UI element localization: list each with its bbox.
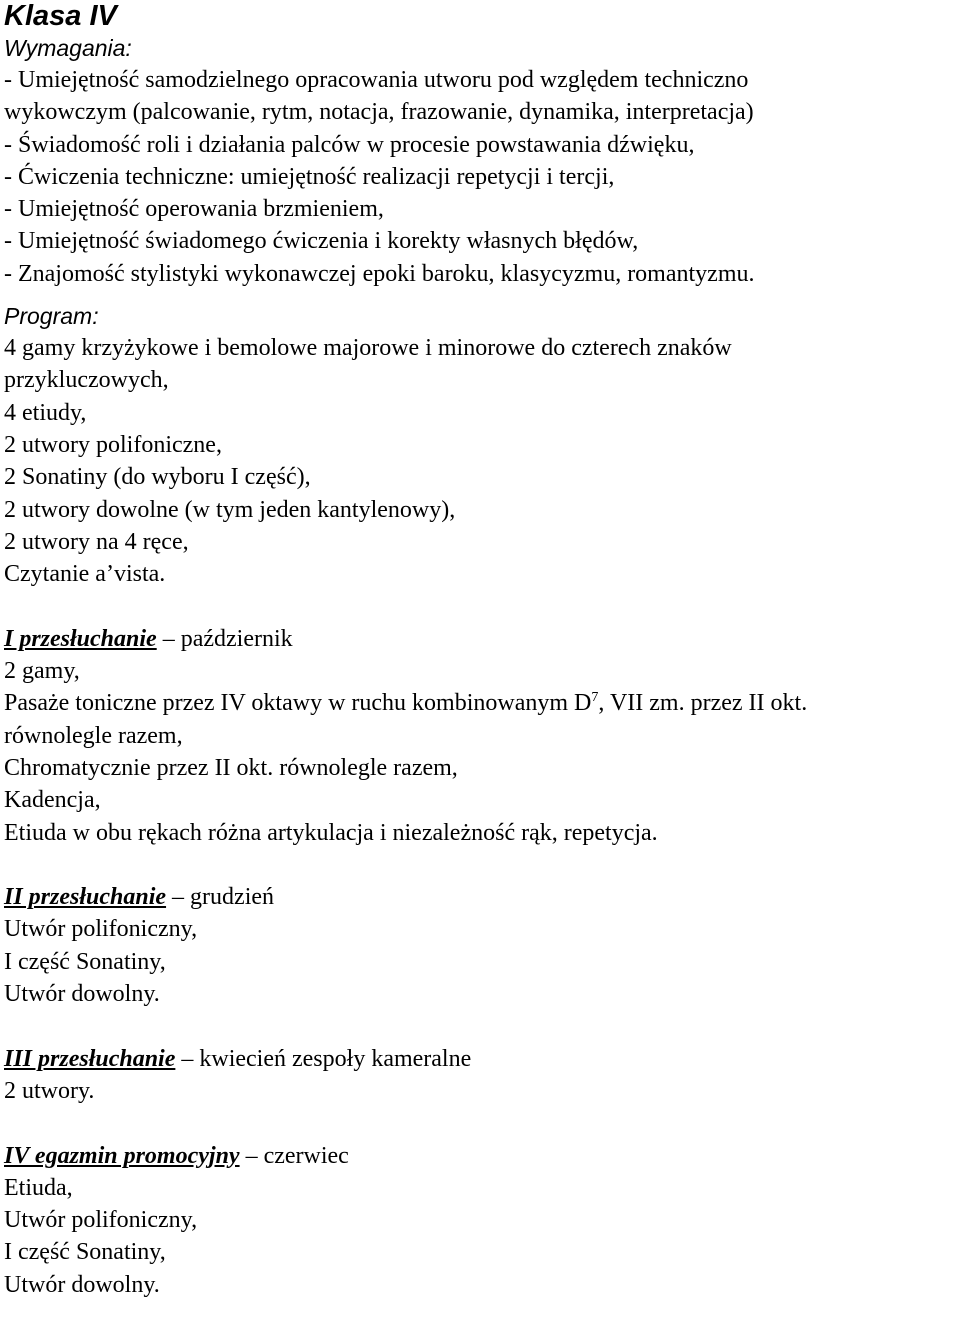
spacer (4, 1107, 956, 1139)
exam-section-3 (4, 1043, 956, 1108)
program-line: 4 gamy krzyżykowe i bemolowe majorowe i minorowe do czterech znaków (4, 335, 732, 362)
spacer (4, 849, 956, 881)
requirements-line: - Świadomość roli i działania palców w procesie powstawania dźwięku, (4, 131, 695, 158)
spacer (4, 590, 956, 622)
exam-line: Utwór dowolny. (4, 981, 160, 1008)
exam-line: 2 utwory. (4, 1077, 95, 1104)
exam-date: – grudzień (166, 884, 275, 911)
exam-line: Chromatycznie przez II okt. równolegle razem, (4, 754, 458, 781)
exam-date: – październik (156, 625, 293, 652)
exam-date: – kwiecień zespoły kameralne (175, 1045, 472, 1072)
exam-heading (4, 881, 956, 913)
program-line: 4 etiudy, (4, 399, 87, 426)
program-heading: Program: (4, 303, 99, 330)
exam-title: II przesłuchanie (4, 884, 167, 911)
requirements-line: wykowczym (palcowanie, rytm, notacja, frazowanie, dynamika, interpretacja) (4, 99, 754, 126)
exam-title: IV egazmin promocyjny (4, 1142, 240, 1169)
program-line: Czytanie a’vista. (4, 561, 166, 588)
pasaze-text-end: , VII zm. przez II okt. (598, 690, 808, 717)
exam-line: Kadencja, (4, 787, 101, 814)
requirements-line: - Umiejętność świadomego ćwiczenia i korekty własnych błędów, (4, 228, 639, 255)
exam-line: Utwór polifoniczny, (4, 1207, 198, 1234)
exam-line: I część Sonatiny, (4, 1239, 166, 1266)
program-line: 2 utwory dowolne (w tym jeden kantylenowy), (4, 496, 456, 523)
program-section (4, 300, 956, 590)
exam-title: I przesłuchanie (4, 625, 157, 652)
exam-section-1 (4, 623, 956, 849)
exam-section-2 (4, 881, 956, 1010)
requirements-heading: Wymagania: (4, 35, 132, 61)
exam-title: III przesłuchanie (4, 1045, 176, 1072)
exam-line: Etiuda, (4, 1174, 73, 1201)
program-line: 2 utwory polifoniczne, (4, 431, 222, 458)
requirements-line: - Znajomość stylistyki wykonawczej epoki baroku, klasycyzmu, romantyzmu. (4, 260, 755, 287)
document-page (4, 0, 956, 1301)
program-line: przykluczowych, (4, 367, 169, 394)
exam-line: Utwór polifoniczny, (4, 916, 198, 943)
program-line: 2 utwory na 4 ręce, (4, 528, 189, 555)
superscript: 7 (591, 690, 599, 706)
exam-line: Utwór dowolny. (4, 1271, 160, 1298)
spacer (4, 290, 956, 300)
requirements-section (4, 32, 956, 290)
spacer (4, 1010, 956, 1042)
requirements-line: - Ćwiczenia techniczne: umiejętność realizacji repetycji i tercji, (4, 163, 615, 190)
exam-line: Etiuda w obu rękach różna artykulacja i niezależność rąk, repetycja. (4, 819, 658, 846)
exam-date: – czerwiec (239, 1142, 349, 1169)
requirements-line: - Umiejętność operowania brzmieniem, (4, 196, 384, 223)
exam-line: I część Sonatiny, (4, 948, 166, 975)
requirements-line: - Umiejętność samodzielnego opracowania utworu pod względem techniczno (4, 67, 749, 93)
pasaze-text: Pasaże toniczne przez IV oktawy w ruchu kombinowanym D (4, 690, 592, 717)
exam-heading (4, 623, 956, 655)
exam-line: 2 gamy, (4, 658, 80, 685)
exam-heading (4, 1043, 956, 1075)
exam-heading (4, 1140, 956, 1172)
exam-line-pasaze (4, 687, 956, 719)
exam-line: równolegle razem, (4, 722, 183, 749)
document-title: Klasa IV (4, 0, 117, 32)
exam-section-4 (4, 1140, 956, 1301)
program-line: 2 Sonatiny (do wyboru I część), (4, 464, 311, 491)
